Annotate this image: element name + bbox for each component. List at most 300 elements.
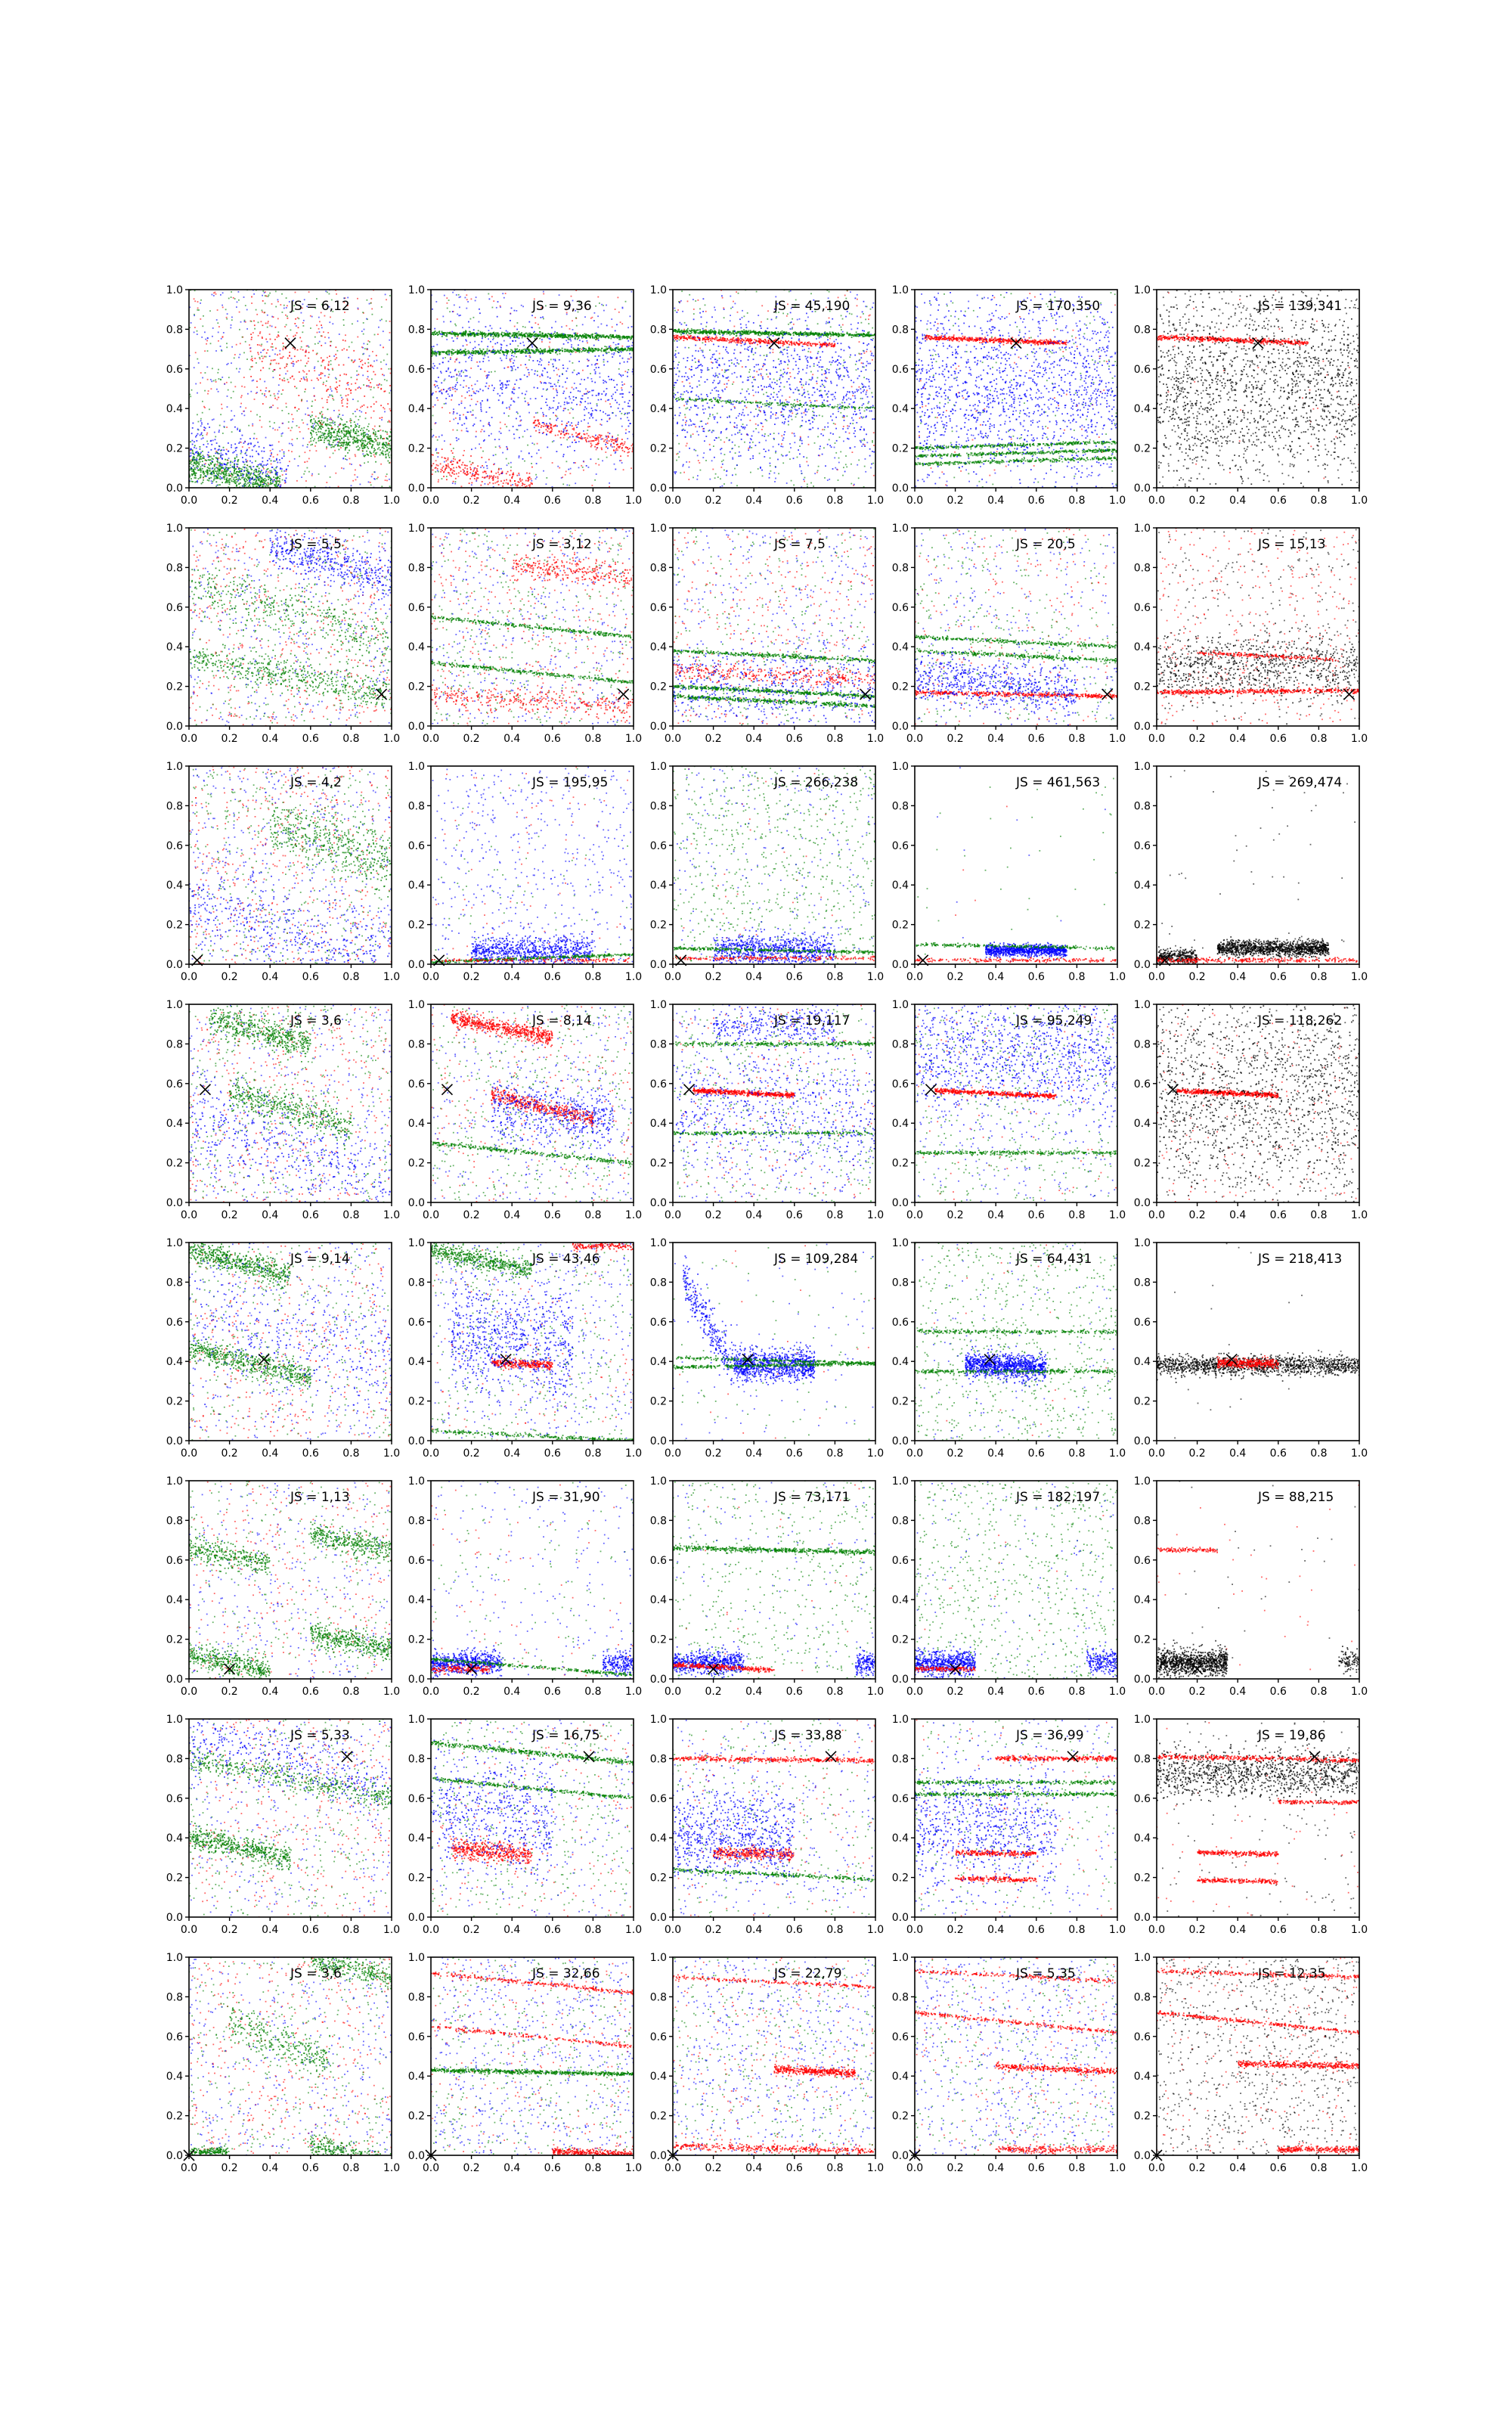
scatter-point bbox=[209, 473, 211, 474]
scatter-point bbox=[389, 368, 390, 370]
scatter-point bbox=[595, 339, 596, 340]
scatter-point bbox=[578, 441, 580, 442]
scatter-point bbox=[338, 436, 339, 437]
scatter-point bbox=[627, 448, 629, 450]
scatter-point bbox=[358, 308, 359, 309]
scatter-point bbox=[518, 331, 519, 333]
scatter-point bbox=[529, 473, 531, 474]
scatter-point bbox=[311, 430, 312, 431]
scatter-point bbox=[305, 352, 307, 353]
scatter-point bbox=[319, 341, 321, 343]
scatter-point bbox=[512, 476, 513, 477]
scatter-point bbox=[448, 459, 449, 461]
scatter-point bbox=[212, 481, 214, 482]
scatter-point bbox=[591, 335, 593, 337]
scatter-point bbox=[475, 300, 476, 302]
scatter-point bbox=[579, 352, 581, 353]
scatter-point bbox=[472, 352, 474, 354]
scatter-point bbox=[294, 355, 296, 357]
scatter-point bbox=[475, 383, 476, 385]
scatter-point bbox=[506, 482, 507, 484]
scatter-point bbox=[259, 470, 261, 472]
scatter-point bbox=[335, 387, 336, 389]
scatter-point bbox=[512, 484, 513, 486]
scatter-point bbox=[491, 478, 493, 479]
scatter-point bbox=[386, 480, 388, 482]
scatter-point bbox=[205, 339, 206, 340]
scatter-point bbox=[432, 332, 433, 334]
scatter-point bbox=[226, 318, 228, 320]
scatter-point bbox=[380, 345, 381, 346]
scatter-point bbox=[451, 464, 453, 465]
scatter-point bbox=[231, 410, 232, 411]
scatter-point bbox=[595, 463, 596, 464]
scatter-point bbox=[335, 473, 336, 474]
scatter-point bbox=[600, 377, 601, 378]
scatter-point bbox=[389, 385, 391, 386]
scatter-point bbox=[267, 322, 268, 324]
scatter-point bbox=[223, 473, 225, 474]
scatter-point bbox=[314, 370, 315, 371]
scatter-point bbox=[235, 468, 237, 470]
scatter-point bbox=[469, 351, 470, 352]
scatter-point bbox=[295, 335, 296, 337]
scatter-point bbox=[359, 410, 361, 411]
scatter-point bbox=[227, 313, 228, 315]
scatter-point bbox=[503, 482, 504, 484]
scatter-point bbox=[618, 346, 619, 348]
scatter-point bbox=[247, 482, 249, 484]
scatter-point bbox=[389, 486, 391, 487]
scatter-point bbox=[339, 439, 341, 441]
scatter-point bbox=[311, 427, 313, 428]
scatter-point bbox=[211, 480, 212, 482]
scatter-point bbox=[216, 467, 218, 468]
scatter-point bbox=[317, 377, 318, 379]
scatter-point bbox=[376, 454, 377, 455]
scatter-point bbox=[327, 368, 329, 370]
scatter-point bbox=[278, 489, 280, 491]
scatter-point bbox=[211, 380, 212, 382]
scatter-point bbox=[267, 327, 268, 328]
scatter-point bbox=[582, 324, 584, 325]
scatter-point bbox=[256, 486, 257, 487]
scatter-point bbox=[617, 439, 618, 441]
scatter-point bbox=[450, 357, 451, 358]
scatter-point bbox=[265, 470, 267, 472]
scatter-point bbox=[256, 362, 257, 364]
scatter-point bbox=[367, 455, 369, 456]
scatter-point bbox=[200, 453, 201, 455]
scatter-point bbox=[520, 334, 522, 335]
scatter-point bbox=[265, 387, 267, 389]
scatter-point bbox=[367, 442, 369, 443]
scatter-point bbox=[210, 379, 212, 380]
scatter-point bbox=[436, 332, 438, 334]
scatter-point bbox=[209, 465, 210, 467]
scatter-point bbox=[621, 387, 622, 389]
scatter-point bbox=[476, 480, 477, 482]
scatter-point bbox=[372, 351, 373, 352]
scatter-point bbox=[292, 439, 293, 440]
scatter-point bbox=[592, 485, 593, 486]
scatter-point bbox=[326, 380, 327, 382]
scatter-point bbox=[576, 325, 578, 327]
scatter-point bbox=[493, 464, 494, 465]
scatter-point bbox=[281, 393, 283, 395]
scatter-point bbox=[344, 374, 345, 375]
scatter-point bbox=[566, 439, 568, 441]
scatter-point bbox=[603, 310, 605, 312]
scatter-point bbox=[482, 429, 483, 430]
scatter-point bbox=[531, 480, 532, 482]
scatter-point bbox=[441, 372, 442, 374]
scatter-point bbox=[241, 469, 243, 470]
scatter-point bbox=[587, 403, 589, 405]
scatter-point bbox=[355, 470, 356, 471]
scatter-point bbox=[284, 470, 285, 472]
scatter-point bbox=[261, 464, 262, 465]
scatter-point bbox=[539, 331, 541, 333]
scatter-point bbox=[507, 464, 508, 466]
scatter-point bbox=[562, 350, 563, 352]
scatter-point bbox=[210, 477, 212, 479]
scatter-point bbox=[346, 459, 348, 461]
scatter-point bbox=[235, 473, 237, 474]
scatter-point bbox=[543, 318, 544, 320]
scatter-point bbox=[493, 337, 494, 339]
scatter-point bbox=[353, 430, 355, 431]
scatter-point bbox=[202, 401, 203, 402]
scatter-point bbox=[466, 308, 467, 309]
scatter-point bbox=[436, 352, 438, 354]
scatter-point bbox=[235, 450, 237, 451]
scatter-point bbox=[388, 453, 389, 455]
scatter-point bbox=[596, 403, 598, 405]
scatter-point bbox=[568, 338, 569, 340]
scatter-point bbox=[596, 336, 598, 337]
scatter-point bbox=[291, 443, 293, 445]
scatter-point bbox=[259, 468, 260, 470]
scatter-point bbox=[488, 459, 490, 461]
scatter-point bbox=[283, 343, 284, 344]
scatter-point bbox=[355, 479, 357, 481]
scatter-point bbox=[346, 406, 348, 408]
scatter-point bbox=[460, 296, 461, 298]
scatter-point bbox=[372, 428, 373, 430]
scatter-point bbox=[362, 374, 364, 376]
scatter-point bbox=[568, 433, 569, 435]
scatter-point bbox=[324, 436, 326, 438]
scatter-point bbox=[241, 470, 243, 472]
scatter-point bbox=[605, 337, 606, 339]
scatter-point bbox=[500, 447, 501, 448]
scatter-point bbox=[627, 349, 629, 350]
scatter-point bbox=[237, 466, 238, 467]
scatter-point bbox=[328, 396, 330, 398]
scatter-point bbox=[215, 452, 216, 454]
scatter-point bbox=[507, 335, 509, 337]
scatter-point bbox=[359, 358, 361, 360]
scatter-point bbox=[485, 483, 486, 485]
scatter-point bbox=[215, 381, 217, 383]
scatter-point bbox=[221, 489, 222, 491]
scatter-point bbox=[536, 349, 538, 350]
scatter-point bbox=[310, 445, 311, 446]
scatter-point bbox=[262, 312, 263, 313]
scatter-point bbox=[226, 477, 228, 479]
scatter-point bbox=[624, 337, 625, 339]
scatter-point bbox=[336, 346, 337, 348]
scatter-point bbox=[606, 446, 607, 448]
scatter-point bbox=[343, 444, 345, 445]
scatter-point bbox=[334, 450, 336, 451]
scatter-point bbox=[209, 460, 210, 461]
scatter-point bbox=[273, 490, 274, 492]
scatter-point bbox=[594, 479, 596, 481]
scatter-point bbox=[222, 470, 223, 472]
scatter-point bbox=[262, 337, 263, 339]
scatter-point bbox=[212, 471, 214, 473]
scatter-point bbox=[499, 431, 500, 433]
scatter-point bbox=[609, 379, 610, 380]
scatter-point bbox=[389, 392, 390, 394]
scatter-point bbox=[226, 475, 228, 476]
scatter-point bbox=[448, 351, 450, 352]
scatter-point bbox=[521, 305, 522, 306]
scatter-point bbox=[435, 467, 436, 469]
scatter-point bbox=[578, 350, 579, 352]
scatter-point bbox=[198, 464, 200, 466]
scatter-point bbox=[234, 415, 235, 417]
scatter-point bbox=[476, 468, 478, 470]
scatter-point bbox=[590, 443, 592, 445]
scatter-point bbox=[487, 349, 488, 350]
scatter-point bbox=[602, 438, 603, 439]
scatter-point bbox=[488, 478, 490, 479]
scatter-point bbox=[535, 430, 537, 432]
scatter-point bbox=[241, 395, 243, 396]
scatter-point bbox=[351, 377, 352, 378]
scatter-point bbox=[265, 472, 267, 473]
scatter-point bbox=[194, 462, 195, 464]
scatter-point bbox=[190, 456, 191, 458]
scatter-point bbox=[353, 350, 355, 352]
scatter-point bbox=[613, 354, 615, 355]
scatter-point bbox=[276, 459, 277, 461]
scatter-point bbox=[339, 380, 341, 382]
scatter-point bbox=[202, 464, 203, 466]
scatter-point bbox=[578, 437, 580, 439]
scatter-point bbox=[363, 435, 364, 436]
scatter-point bbox=[321, 327, 323, 328]
scatter-point bbox=[196, 473, 197, 474]
scatter-point bbox=[607, 442, 609, 444]
scatter-point bbox=[452, 292, 454, 293]
scatter-point bbox=[218, 464, 220, 466]
scatter-point bbox=[220, 414, 222, 415]
scatter-point bbox=[351, 383, 352, 385]
scatter-point bbox=[254, 492, 256, 494]
scatter-point bbox=[475, 467, 476, 469]
scatter-point bbox=[597, 296, 599, 298]
scatter-point bbox=[284, 367, 286, 368]
scatter-point bbox=[307, 408, 308, 409]
scatter-point bbox=[206, 460, 207, 461]
scatter-point bbox=[222, 433, 224, 434]
scatter-point bbox=[568, 437, 569, 439]
scatter-point bbox=[319, 321, 321, 322]
scatter-point bbox=[301, 399, 302, 401]
scatter-point bbox=[612, 335, 614, 337]
scatter-point bbox=[594, 438, 596, 439]
scatter-point bbox=[482, 337, 483, 338]
scatter-point bbox=[462, 462, 463, 464]
scatter-point bbox=[339, 414, 340, 415]
scatter-point bbox=[225, 459, 226, 461]
x-marker bbox=[285, 338, 296, 349]
scatter-point bbox=[482, 354, 484, 355]
scatter-point bbox=[206, 441, 208, 442]
scatter-point bbox=[463, 334, 465, 336]
scatter-point bbox=[584, 434, 586, 436]
scatter-point bbox=[240, 406, 241, 408]
scatter-point bbox=[473, 336, 475, 337]
scatter-point bbox=[256, 480, 258, 482]
scatter-point bbox=[268, 294, 270, 296]
scatter-point bbox=[241, 386, 243, 387]
scatter-point bbox=[374, 426, 376, 427]
scatter-point bbox=[491, 350, 493, 352]
scatter-point bbox=[550, 427, 552, 429]
scatter-point bbox=[234, 427, 236, 428]
scatter-point bbox=[214, 468, 215, 470]
scatter-point bbox=[524, 374, 525, 376]
scatter-point bbox=[379, 444, 380, 445]
scatter-point bbox=[346, 432, 348, 433]
scatter-point bbox=[308, 371, 310, 372]
scatter-point bbox=[457, 349, 458, 351]
scatter-point bbox=[236, 464, 237, 465]
scatter-point bbox=[208, 457, 209, 458]
scatter-point bbox=[238, 357, 240, 358]
scatter-point bbox=[446, 352, 448, 353]
scatter-point bbox=[473, 317, 475, 318]
scatter-point bbox=[200, 420, 202, 422]
scatter-point bbox=[270, 395, 271, 396]
scatter-point bbox=[457, 333, 458, 334]
scatter-point bbox=[489, 476, 491, 478]
scatter-point bbox=[485, 337, 486, 338]
scatter-point bbox=[562, 337, 563, 338]
scatter-point bbox=[284, 305, 285, 306]
scatter-point bbox=[472, 350, 473, 352]
scatter-point bbox=[250, 443, 252, 445]
scatter-point bbox=[587, 430, 588, 431]
scatter-point bbox=[208, 467, 209, 469]
scatter-point bbox=[271, 452, 272, 454]
scatter-point bbox=[306, 401, 308, 402]
scatter-point bbox=[561, 420, 562, 422]
scatter-point bbox=[321, 424, 323, 425]
scatter-point bbox=[250, 351, 252, 352]
scatter-point bbox=[200, 383, 201, 384]
scatter-point bbox=[318, 438, 319, 439]
scatter-point bbox=[259, 379, 261, 380]
scatter-point bbox=[489, 482, 491, 484]
scatter-point bbox=[321, 398, 323, 399]
scatter-point bbox=[248, 443, 249, 445]
scatter-point bbox=[321, 415, 323, 417]
scatter-point bbox=[534, 417, 535, 418]
scatter-point bbox=[466, 344, 468, 346]
scatter-point bbox=[631, 336, 633, 337]
scatter-point bbox=[610, 455, 612, 456]
scatter-point bbox=[203, 466, 205, 467]
scatter-point bbox=[355, 433, 357, 434]
scatter-point bbox=[476, 390, 478, 392]
scatter-point bbox=[483, 349, 485, 350]
scatter-point bbox=[468, 334, 469, 335]
scatter-point bbox=[354, 474, 355, 476]
scatter-point bbox=[222, 305, 223, 306]
scatter-point bbox=[590, 437, 591, 439]
scatter-point bbox=[553, 359, 554, 361]
scatter-point bbox=[249, 493, 250, 495]
scatter-point bbox=[352, 413, 354, 414]
scatter-point bbox=[597, 436, 599, 437]
scatter-point bbox=[243, 296, 245, 298]
scatter-point bbox=[254, 328, 256, 330]
scatter-point bbox=[461, 396, 463, 397]
scatter-point bbox=[389, 448, 390, 449]
scatter-point bbox=[486, 476, 488, 478]
scatter-point bbox=[218, 458, 220, 459]
scatter-point bbox=[262, 393, 263, 395]
scatter-point bbox=[546, 429, 547, 430]
scatter-point bbox=[615, 415, 617, 417]
scatter-point bbox=[265, 475, 267, 476]
scatter-point bbox=[542, 335, 544, 337]
scatter-point bbox=[555, 415, 556, 417]
scatter-point bbox=[548, 364, 550, 365]
scatter-point bbox=[251, 356, 253, 358]
scatter-point bbox=[526, 391, 528, 392]
scatter-point bbox=[358, 449, 360, 451]
scatter-point bbox=[289, 355, 290, 357]
scatter-point bbox=[281, 410, 283, 411]
scatter-point bbox=[349, 442, 350, 443]
scatter-point bbox=[335, 358, 336, 360]
scatter-point bbox=[193, 423, 194, 424]
scatter-point bbox=[270, 479, 271, 481]
scatter-point bbox=[197, 392, 198, 394]
scatter-point bbox=[231, 431, 233, 433]
scatter-point bbox=[463, 470, 465, 472]
scatter-point bbox=[279, 427, 280, 428]
scatter-point bbox=[596, 473, 597, 475]
scatter-point bbox=[231, 473, 233, 475]
scatter-point bbox=[320, 436, 321, 438]
scatter-point bbox=[615, 350, 617, 352]
scatter-point bbox=[575, 425, 577, 427]
scatter-point bbox=[273, 316, 274, 318]
scatter-point bbox=[247, 393, 249, 395]
scatter-point bbox=[269, 445, 271, 446]
scatter-point bbox=[575, 317, 577, 318]
scatter-point bbox=[275, 348, 277, 349]
scatter-point bbox=[508, 334, 510, 335]
